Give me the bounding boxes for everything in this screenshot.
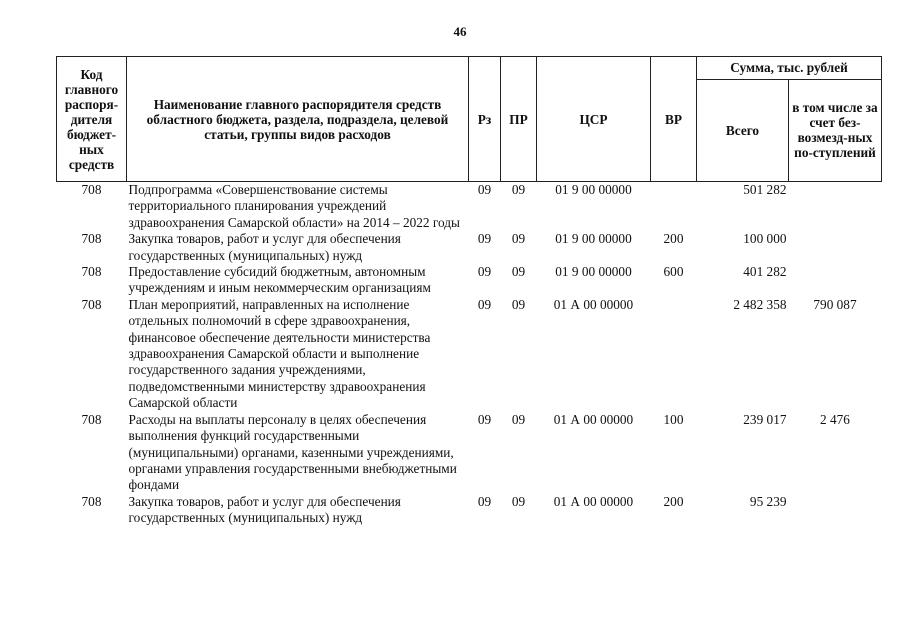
row-csr: 01 9 00 00000 bbox=[555, 182, 632, 197]
row-total: 401 282 bbox=[743, 264, 787, 280]
header-sum: Сумма, тыс. рублей bbox=[697, 57, 882, 80]
header-rz: Рз bbox=[469, 57, 501, 182]
row-csr: 01 9 00 00000 bbox=[555, 264, 632, 280]
row-vr bbox=[651, 297, 697, 412]
table-row bbox=[57, 264, 882, 297]
row-name: Закупка товаров, работ и услуг для обеспечения государственных (муниципальных) нужд bbox=[128, 231, 401, 263]
row-grants: 2 476 bbox=[820, 411, 850, 427]
row-pr: 09 bbox=[511, 296, 526, 312]
row-name: Закупка товаров, работ и услуг для обеспечения государственных (муниципальных) нужд bbox=[128, 493, 401, 526]
row-rz: 09 bbox=[477, 493, 492, 509]
row-total: 239 017 bbox=[743, 411, 787, 427]
header-name: Наименование главного распорядителя средств областного бюджета, раздела, подраздела, целевой статьи, группы видов расходов bbox=[127, 57, 469, 182]
row-total: 2 482 358 bbox=[733, 296, 787, 312]
row-pr: 09 bbox=[511, 411, 526, 427]
header-csr: ЦСР bbox=[537, 57, 651, 182]
row-pr: 09 bbox=[511, 182, 526, 197]
row-csr: 01 А 00 00000 bbox=[553, 296, 634, 312]
row-rz: 09 bbox=[477, 182, 492, 197]
row-vr: 600 bbox=[663, 264, 684, 280]
row-rz: 09 bbox=[477, 411, 492, 427]
row-name: План мероприятий, направленных на исполнение отдельных полномочий в сфере здравоохранения, финансовое обеспечение деятельности министерства здравоохранения Самарской области и выполнение государственного задания учреждениями, подведомственными министерству здравоохранения Самарской области bbox=[128, 296, 431, 411]
row-vr: 100 bbox=[663, 411, 684, 427]
header-pr: ПР bbox=[501, 57, 537, 182]
table-body bbox=[57, 182, 882, 527]
row-pr: 09 bbox=[511, 493, 526, 509]
row-code: 708 bbox=[81, 493, 102, 509]
table-row bbox=[57, 297, 882, 412]
table-header bbox=[57, 57, 882, 182]
row-code: 708 bbox=[81, 411, 102, 427]
row-code: 708 bbox=[81, 296, 102, 312]
row-name: Подпрограмма «Совершенствование системы территориального планирования учреждений здравоохранения Самарской области» на 2014 – 2022 годы bbox=[128, 182, 460, 230]
row-grants: 790 087 bbox=[813, 296, 857, 312]
row-grants bbox=[789, 264, 882, 297]
row-code: 708 bbox=[81, 182, 102, 197]
row-csr: 01 А 00 00000 bbox=[553, 493, 634, 509]
row-pr: 09 bbox=[511, 264, 526, 280]
row-code: 708 bbox=[81, 264, 102, 280]
budget-table bbox=[56, 56, 882, 527]
header-vr: ВР bbox=[651, 57, 697, 182]
row-vr: 200 bbox=[663, 231, 684, 247]
row-vr: 200 bbox=[663, 493, 684, 509]
row-rz: 09 bbox=[477, 231, 492, 247]
row-grants bbox=[789, 494, 882, 527]
row-code: 708 bbox=[81, 231, 102, 247]
row-name: Предоставление субсидий бюджетным, автономным учреждениям и иным некоммерческим организациям bbox=[128, 264, 431, 296]
row-name: Расходы на выплаты персоналу в целях обеспечения выполнения функций государственными (муниципальными) органами, казенными учреждениями, органами управления государственными внебюджетными фондами bbox=[128, 411, 457, 493]
table-row bbox=[57, 231, 882, 264]
header-grants: в том числе за счет без-возмезд-ных по-ступлений bbox=[789, 79, 882, 181]
row-grants bbox=[789, 182, 882, 232]
row-rz: 09 bbox=[477, 296, 492, 312]
row-pr: 09 bbox=[511, 231, 526, 247]
row-total: 95 239 bbox=[749, 493, 787, 509]
table-row bbox=[57, 494, 882, 527]
row-total: 100 000 bbox=[743, 231, 787, 247]
row-csr: 01 А 00 00000 bbox=[553, 411, 634, 427]
row-vr bbox=[651, 182, 697, 232]
row-rz: 09 bbox=[477, 264, 492, 280]
table-row bbox=[57, 412, 882, 494]
table-row bbox=[57, 182, 882, 232]
header-code: Код главного распоря-дителя бюджет-ных средств bbox=[57, 57, 127, 182]
row-total: 501 282 bbox=[743, 182, 787, 197]
row-csr: 01 9 00 00000 bbox=[555, 231, 632, 247]
header-total: Всего bbox=[697, 79, 789, 181]
row-grants bbox=[789, 231, 882, 264]
page-number: 46 bbox=[453, 24, 467, 39]
